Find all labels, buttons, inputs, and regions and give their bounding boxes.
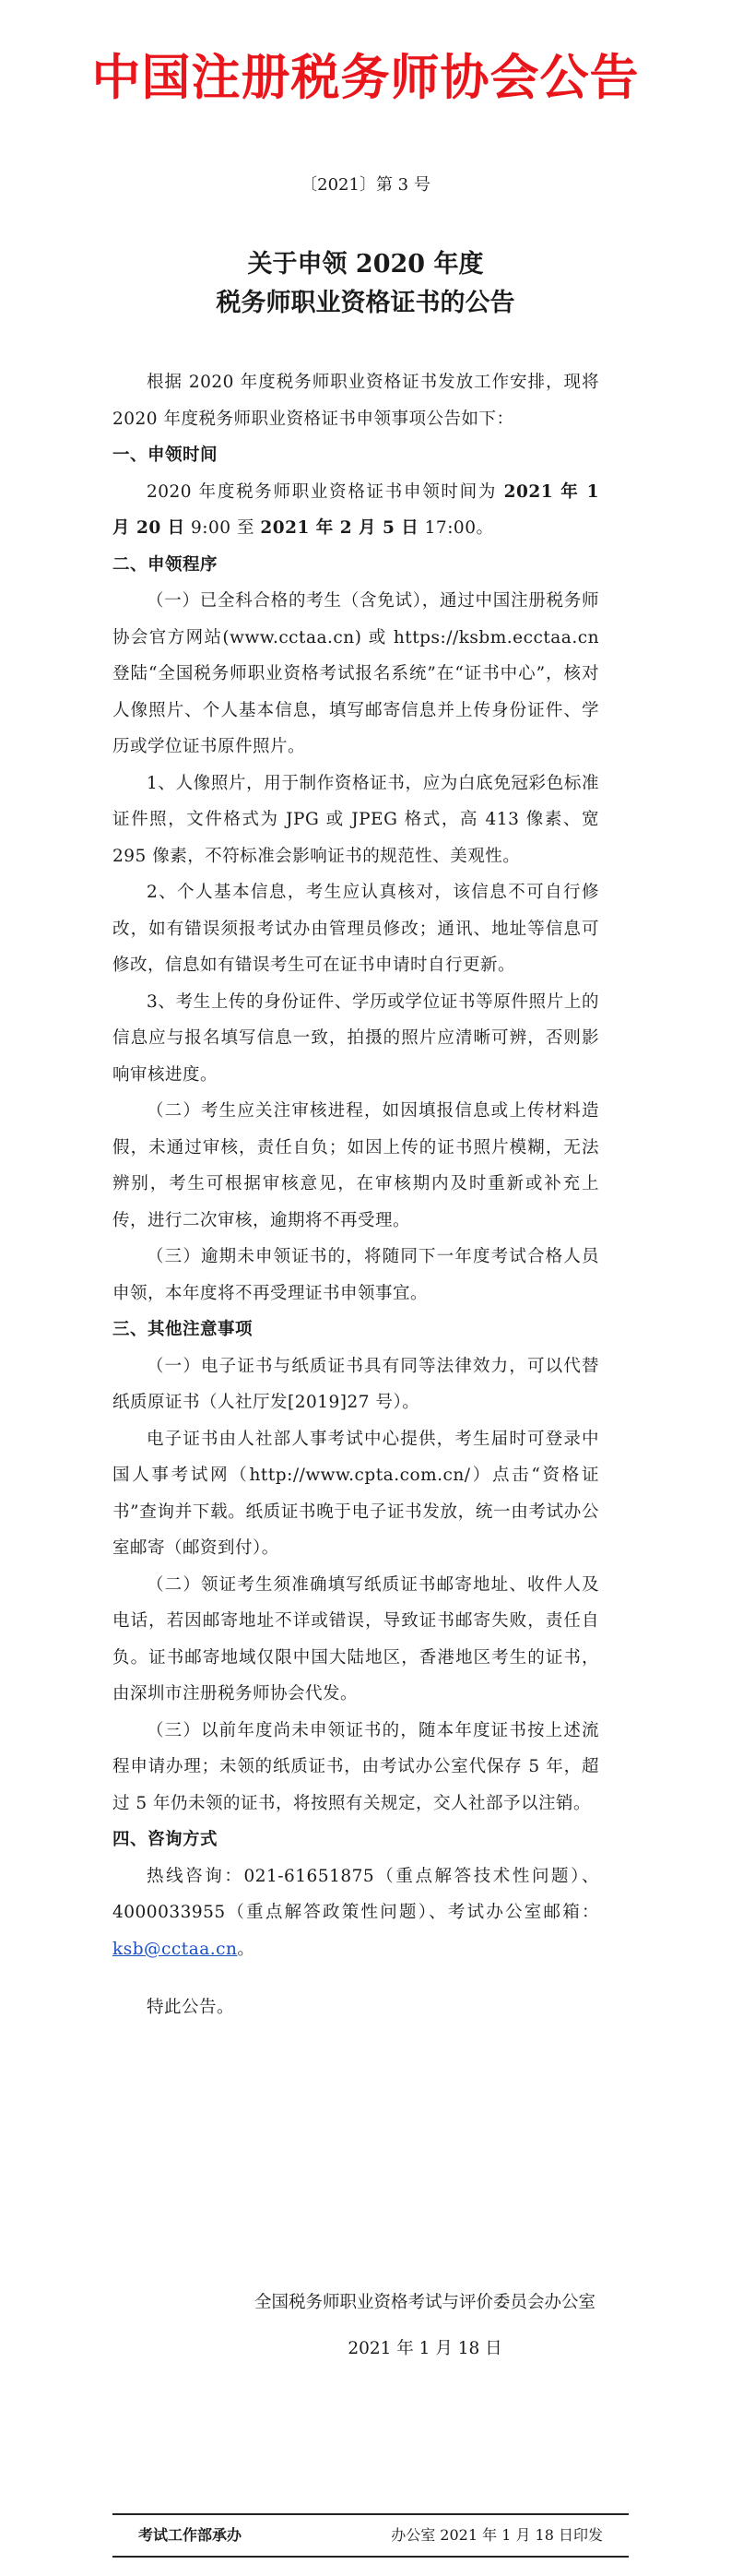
signature-organization: 全国税务师职业资格考试与评价委员会办公室 [253, 2293, 595, 2312]
notes-paragraph-2: 电子证书由人社部人事考试中心提供，考生届时可登录中国人事考试网（http://www.cpta.com.cn/）点击“资格证书”查询并下载。纸质证书晚于电子证书发放，统一由考试办公室邮寄（邮资到付）。 [112, 1429, 599, 1558]
section-1-heading: 一、申领时间 [112, 445, 218, 465]
procedure-paragraph-6: （三）逾期未申领证书的，将随同下一年度考试合格人员申领，本年度将不再受理证书申领事宜。 [112, 1247, 599, 1303]
notes-paragraph-1: （一）电子证书与纸质证书具有同等法律效力，可以代替纸质原证书（人社厅发[2019]27 号）。 [112, 1356, 599, 1412]
contact-email-link[interactable]: ksb@cctaa.cn [112, 1939, 238, 1959]
signature-block [254, 2280, 595, 2372]
footer-print-date: 办公室 2021 年 1 月 18 日印发 [391, 2526, 603, 2544]
document-number: 〔2021〕第 3 号 [301, 175, 430, 195]
section-3-heading: 三、其他注意事项 [112, 1320, 253, 1339]
period-start-date: 2021 年 1 月 20 日 [112, 481, 599, 538]
procedure-paragraph-3: 2、个人基本信息，考生应认真核对，该信息不可自行修改，如有错误须报考试办由管理员修改；通讯、地址等信息可修改，信息如有错误考生可在证书申请时自行更新。 [112, 883, 599, 975]
contact-end: 。 [237, 1939, 255, 1959]
intro-paragraph: 根据 2020 年度税务师职业资格证书发放工作安排，现将 2020 年度税务师职业资格证书申领事项公告如下： [112, 373, 599, 429]
period-end-date: 2021 年 2 月 5 日 [260, 518, 419, 538]
application-period-paragraph [112, 474, 599, 547]
period-text-a: 2020 年度税务师职业资格证书申领时间为 [147, 481, 504, 502]
closing-text: 特此公告。 [147, 1998, 235, 2017]
spacer [112, 1967, 599, 1989]
title-line-1: 关于申领 2020 年度 [247, 250, 484, 279]
section-4-heading: 四、咨询方式 [112, 1830, 218, 1849]
contact-text: 热线咨询：021-61651875（重点解答技术性问题）、4000033955（重点解答政策性问题）、考试办公室邮箱： [112, 1866, 599, 1922]
notes-paragraph-3: （二）领证考生须准确填写纸质证书邮寄地址、收件人及电话，若因邮寄地址不详或错误，导致证书邮寄失败，责任自负。证书邮寄地域仅限中国大陆地区，香港地区考生的证书，由深圳市注册税务师协会代发。 [112, 1574, 599, 1703]
procedure-paragraph-2: 1、人像照片，用于制作资格证书，应为白底免冠彩色标准证件照，文件格式为 JPG 或 JPEG 格式，高 413 像素、宽 295 像素，不符标准会影响证书的规范性、美观性。 [112, 773, 599, 866]
procedure-paragraph-1: （一）已全科合格的考生（含免试），通过中国注册税务师协会官方网站(www.cctaa.cn) 或 https://ksbm.ecctaa.cn 登陆“全国税务师职业资格考试报名系统”在“证书中心”，核对人像照片、个人基本信息，填写邮寄信息并上传身份证件、学历或学位证书原件照片。 [112, 591, 599, 756]
announcement-body [112, 364, 599, 2026]
footer-issuer: 考试工作部承办 [138, 2526, 242, 2544]
title-line-2: 税务师职业资格证书的公告 [216, 289, 515, 317]
contact-paragraph [112, 1858, 599, 1968]
period-text-b: 9:00 至 [184, 518, 261, 538]
section-2-heading: 二、申领程序 [112, 554, 218, 575]
announcement-title [0, 245, 731, 323]
announcement-banner: 中国注册税务师协会公告 [91, 50, 640, 106]
signature-date: 2021 年 1 月 18 日 [348, 2339, 502, 2358]
footer-bar [112, 2513, 629, 2558]
procedure-paragraph-4: 3、考生上传的身份证件、学历或学位证书等原件照片上的信息应与报名填写信息一致，拍摄的照片应清晰可辨，否则影响审核进度。 [112, 991, 599, 1085]
procedure-paragraph-5: （二）考生应关注审核进程，如因填报信息或上传材料造假，未通过审核，责任自负；如因上传的证书照片模糊，无法辨别，考生可根据审核意见，在审核期内及时重新或补充上传，进行二次审核，逾期将不再受理。 [112, 1101, 599, 1230]
period-text-c: 17:00。 [419, 518, 494, 538]
notes-paragraph-4: （三）以前年度尚未申领证书的，随本年度证书按上述流程申请办理；未领的纸质证书，由考试办公室代保存 5 年，超过 5 年仍未领的证书，将按照有关规定，交人社部予以注销。 [112, 1720, 599, 1813]
